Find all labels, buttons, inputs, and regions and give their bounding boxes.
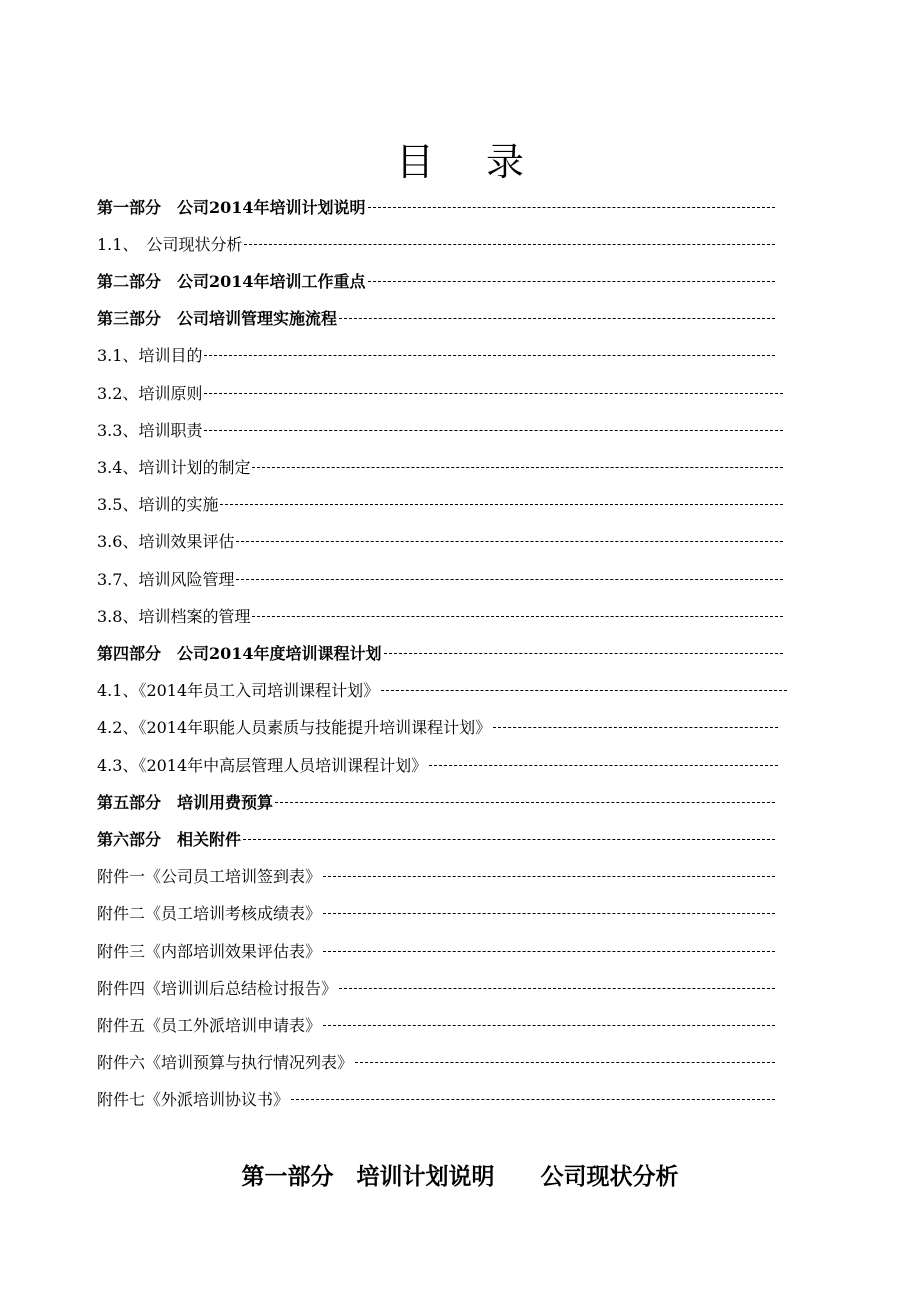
toc-leader-dashes (252, 467, 783, 468)
toc-leader-dashes (323, 1025, 775, 1026)
toc-entry-text: 3.7、培训风险管理 (97, 569, 235, 589)
toc-leader-dashes (204, 355, 775, 356)
toc-entry[interactable] (97, 936, 775, 964)
toc-entry[interactable] (97, 638, 783, 666)
toc-entry[interactable] (97, 341, 775, 369)
toc-entry-text: 第一部分 公司2014年培训计划说明 (97, 197, 366, 217)
toc-title (0, 136, 920, 188)
toc-entry-text: 附件一《公司员工培训签到表》 (97, 867, 322, 887)
toc-entry[interactable] (97, 973, 775, 1001)
toc-entry-text: 附件七《外派培训协议书》 (97, 1090, 290, 1110)
toc-entry[interactable] (97, 527, 783, 555)
toc-leader-dashes (252, 616, 783, 617)
toc-entry-text: 4.2、《2014年职能人员素质与技能提升培训课程计划》 (97, 718, 492, 738)
toc-leader-dashes (355, 1062, 775, 1063)
toc-leader-dashes (381, 690, 787, 691)
toc-leader-dashes (204, 430, 783, 431)
toc-entry[interactable] (97, 564, 783, 592)
toc-leader-dashes (291, 1099, 775, 1100)
toc-entry[interactable] (97, 415, 783, 443)
toc-title-left: 目 (395, 140, 434, 184)
toc-title-right: 录 (486, 140, 525, 184)
toc-leader-dashes (339, 318, 775, 319)
toc-leader-dashes (204, 393, 783, 394)
toc-entry-text: 3.5、培训的实施 (97, 495, 219, 515)
toc-leader-dashes (323, 876, 775, 877)
toc-leader-dashes (243, 839, 775, 840)
toc-entry[interactable] (97, 601, 783, 629)
toc-entry-text: 4.1、《2014年员工入司培训课程计划》 (97, 681, 380, 701)
toc-entry-text: 第五部分 培训用费预算 (97, 792, 274, 812)
toc-entry-text: 第六部分 相关附件 (97, 829, 242, 849)
toc-entry[interactable] (97, 378, 783, 406)
toc-leader-dashes (323, 951, 775, 952)
toc-entry-text: 第四部分 公司2014年度培训课程计划 (97, 643, 382, 663)
toc-entry[interactable] (97, 192, 775, 220)
section-heading: 第一部分 培训计划说明 公司现状分析 (241, 1163, 679, 1190)
toc-entry-text: 第二部分 公司2014年培训工作重点 (97, 271, 366, 291)
toc-leader-dashes (236, 541, 783, 542)
toc-entry[interactable] (97, 229, 775, 257)
toc-entry-text: 3.3、培训职责 (97, 420, 203, 440)
toc-entry-text: 附件六《培训预算与执行情况列表》 (97, 1053, 354, 1073)
toc-leader-dashes (275, 802, 775, 803)
toc-leader-dashes (236, 579, 783, 580)
toc-entry-text: 附件三《内部培训效果评估表》 (97, 941, 322, 961)
toc-entry[interactable] (97, 1085, 775, 1113)
toc-entry-text: 附件五《员工外派培训申请表》 (97, 1015, 322, 1035)
toc-entry[interactable] (97, 452, 783, 480)
toc-leader-dashes (244, 244, 775, 245)
toc-entry[interactable] (97, 304, 775, 332)
toc-leader-dashes (429, 765, 778, 766)
toc-leader-dashes (323, 913, 775, 914)
toc-entry[interactable] (97, 862, 775, 890)
toc-entry-text: 3.4、培训计划的制定 (97, 457, 251, 477)
toc-entry[interactable] (97, 1048, 775, 1076)
toc-entry-text: 4.3、《2014年中高层管理人员培训课程计划》 (97, 755, 428, 775)
toc-entry-text: 附件二《员工培训考核成绩表》 (97, 904, 322, 924)
toc-entry[interactable] (97, 750, 778, 778)
toc-entry[interactable] (97, 676, 787, 704)
toc-leader-dashes (384, 653, 783, 654)
toc-entry[interactable] (97, 787, 775, 815)
toc-entry[interactable] (97, 824, 775, 852)
toc-entry-text: 附件四《培训训后总结检讨报告》 (97, 978, 338, 998)
toc-entry-text: 1.1、 公司现状分析 (97, 234, 243, 254)
toc-leader-dashes (220, 504, 783, 505)
toc-entry-text: 3.1、培训目的 (97, 346, 203, 366)
toc-leader-dashes (368, 281, 775, 282)
toc-entry-text: 3.8、培训档案的管理 (97, 606, 251, 626)
toc-entry-text: 3.6、培训效果评估 (97, 532, 235, 552)
toc-entry[interactable] (97, 713, 778, 741)
toc-leader-dashes (493, 727, 778, 728)
toc-leader-dashes (339, 988, 775, 989)
toc-entry[interactable] (97, 490, 783, 518)
toc-entry-text: 3.2、培训原则 (97, 383, 203, 403)
toc-entry[interactable] (97, 1010, 775, 1038)
toc-entry-text: 第三部分 公司培训管理实施流程 (97, 309, 338, 329)
toc-entry[interactable] (97, 266, 775, 294)
toc-entry[interactable] (97, 899, 775, 927)
toc-leader-dashes (368, 207, 775, 208)
